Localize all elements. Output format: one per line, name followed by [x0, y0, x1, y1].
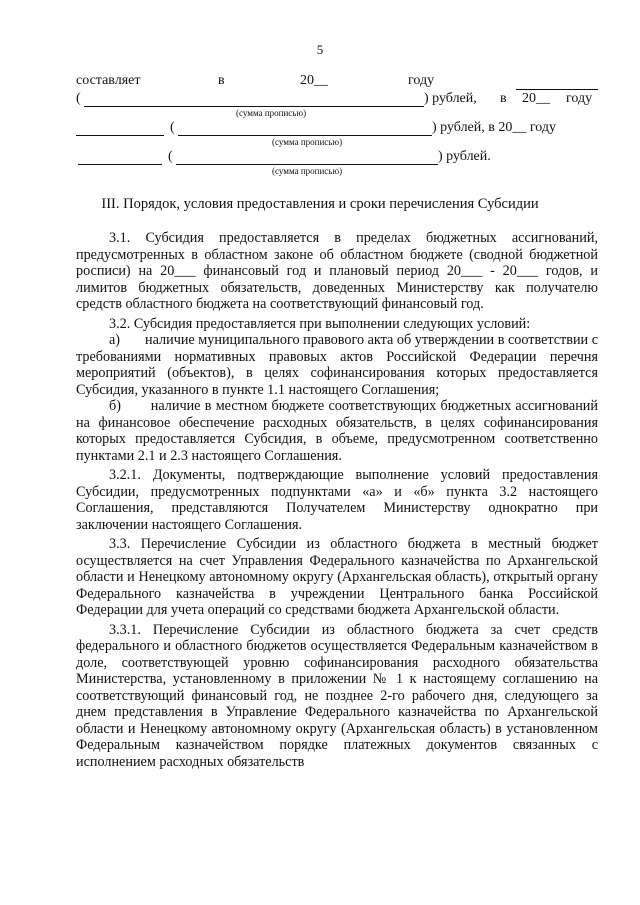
paragraph-3-3-1: 3.3.1. Перечисление Субсидии из областного бюджета за счет средств федерального и областного бюджетов осуществляется Федеральным казначейством в доле, соответствующей уровню софинансирования расходного обязательства Министерства, установленному в приложении № 1 к настоящему соглашению на соответствующий финансовый год, не позднее 2-го рабочего дня, следующего за днем представления в Управление Федерального казначейства по Архангельской области и Ненецкому автономному округу (Архангельская область) в установленном Федеральным казначейством порядке платежных документов связанных с исполнением расходных обязательств — [76, 621, 598, 770]
form-rubles-label: ) рублей. — [438, 149, 491, 164]
paren-open: ( — [76, 91, 81, 106]
blank-line-amount — [176, 164, 438, 165]
paren-open: ( — [170, 120, 175, 135]
paren-open: ( — [168, 149, 173, 164]
form-word-godu: году — [408, 73, 435, 88]
blank-line — [76, 135, 164, 136]
blank-line-amount — [178, 135, 432, 136]
form-word-godu: году — [566, 91, 593, 106]
section-heading: III. Порядок, условия предоставления и сроки перечисления Субсидии — [101, 196, 539, 212]
form-word-sostavlyaet: составляет — [76, 73, 141, 88]
page-number: 5 — [316, 42, 324, 57]
caption-amount-in-words: (сумма прописью) — [272, 166, 343, 176]
paragraph-3-2-b: б) наличие в местном бюджете соответствующих бюджетных ассигнований на финансовое обеспечение расходных обязательств, в целях софинансирования которых предоставляется Субсидия, в объеме, предусмотренном соответственно пунктами 2.1 и 2.3 настоящего Соглашения. — [76, 398, 598, 464]
blank-line-amount — [84, 106, 424, 107]
caption-amount-in-words: (сумма прописью) — [236, 108, 307, 118]
paragraph-3-2-a: а) наличие муниципального правового акта об утверждении в соответствии с требованиями нормативных правовых актов Российской Федерации перечня мероприятий (объектов), в целях софинансирования которых предоставляется Субсидия, указанного в пункте 1.1 настоящего Соглашения; — [76, 332, 598, 398]
paragraph-3-3: 3.3. Перечисление Субсидии из областного бюджета в местный бюджет осуществляется на счет Управления Федерального казначейства по Архангельской области и Ненецкому автономному округу (Архангельская область), открытый органу Федерального казначейства в учреждении Центрального банка Российской Федерации для учета операций со средствами бюджета Архангельской области. — [76, 536, 598, 618]
form-word-v: в — [500, 91, 507, 106]
paragraph-3-2-1: 3.2.1. Документы, подтверждающие выполнение условий предоставления Субсидии, предусмотренных подпунктами «а» и «б» пункта 3.2 настоящего Соглашения, представляются Получателем Министерству однократно при заключении настоящего Соглашения. — [76, 467, 598, 533]
form-year-field: 20__ — [522, 91, 550, 106]
section-body — [76, 230, 598, 770]
blank-line — [78, 164, 162, 165]
blank-line — [516, 89, 598, 90]
paragraph-3-2: 3.2. Субсидия предоставляется при выполнении следующих условий: — [109, 315, 531, 332]
form-rubles-label: ) рублей, — [424, 91, 477, 106]
form-word-v: в — [218, 73, 225, 88]
paragraph-3-1: 3.1. Субсидия предоставляется в пределах бюджетных ассигнований, предусмотренных в областном законе об областном бюджете (сводной бюджетной росписи) на 20___ финансовый год и плановый период 20___ - 20___ годов, и лимитов бюджетных обязательств, доведенных Министерству как получателю средств областного бюджета на соответствующий финансовый год. — [76, 230, 598, 312]
caption-amount-in-words: (сумма прописью) — [272, 137, 343, 147]
form-year-field: 20__ — [300, 73, 328, 88]
form-rubles-label: ) рублей, в 20__ году — [432, 120, 556, 135]
